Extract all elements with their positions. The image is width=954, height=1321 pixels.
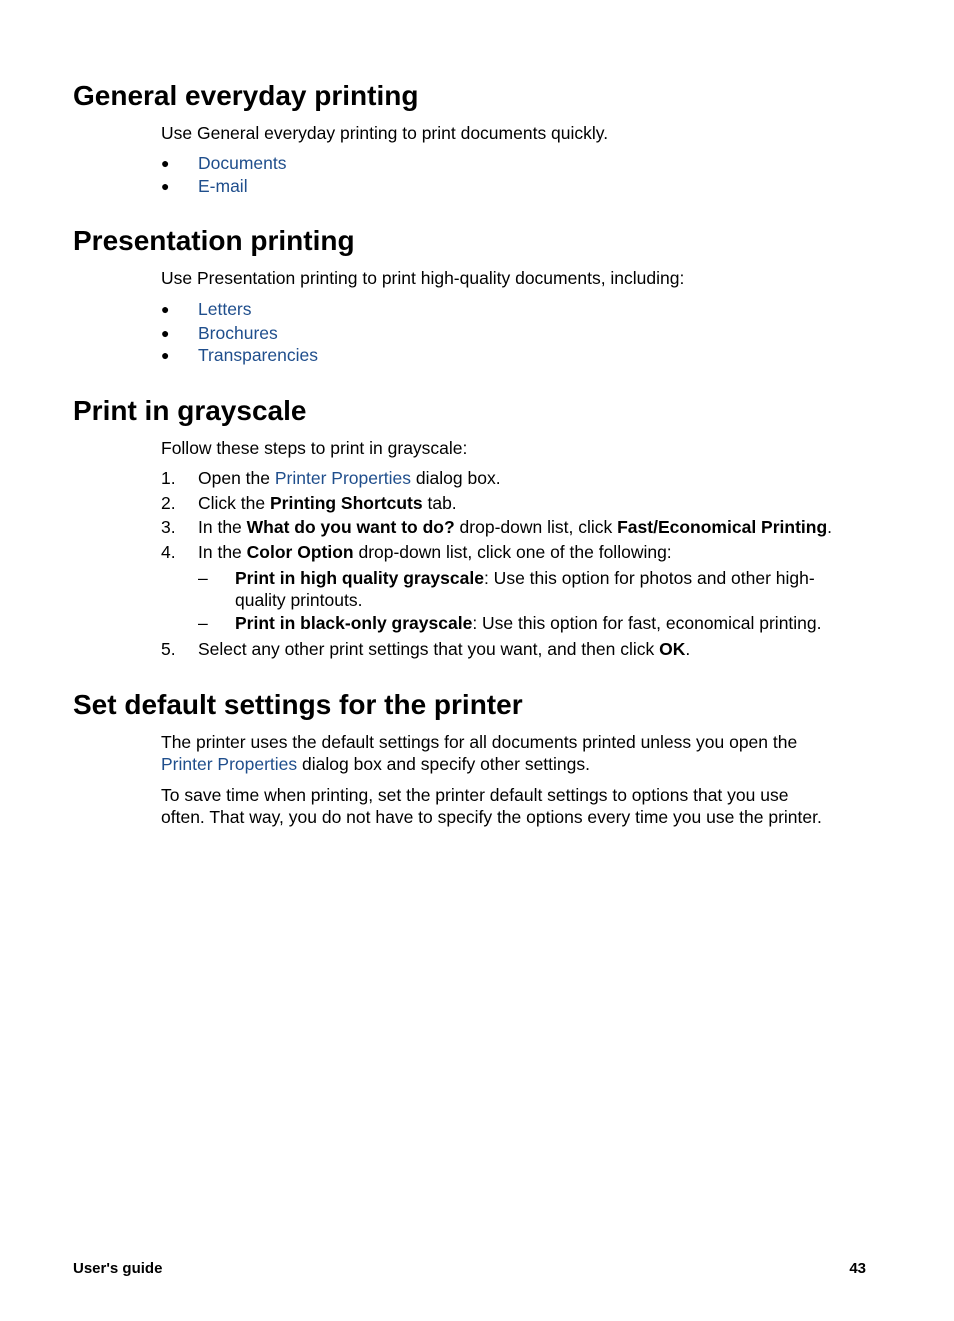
link-letters[interactable]: Letters (198, 299, 252, 319)
step-text: Click the Printing Shortcuts tab. (198, 493, 457, 513)
defaults-para1-line1: The printer uses the default settings for all documents printed unless you open the (161, 732, 798, 752)
step-text: In the Color Option drop-down list, click one of the following: (198, 542, 672, 562)
presentation-intro: Use Presentation printing to print high-quality documents, including: (161, 268, 685, 288)
step-text: In the What do you want to do? drop-down list, click Fast/Economical Printing. (198, 517, 833, 537)
step-number: 4. (161, 542, 176, 562)
sub-option-text: Print in high quality grayscale: Use this option for photos and other high-quality printouts. (235, 568, 815, 610)
link-transparencies[interactable]: Transparencies (198, 345, 318, 365)
defaults-para1-line2: Printer Properties dialog box and specify other settings. (161, 754, 590, 774)
grayscale-intro: Follow these steps to print in grayscale: (161, 438, 468, 458)
footer-page-number: 43 (849, 1260, 866, 1277)
bullet-marker: ● (161, 155, 170, 171)
bullet-marker: ● (161, 347, 170, 363)
dash-marker: – (198, 613, 208, 633)
link-documents[interactable]: Documents (198, 153, 287, 173)
heading-set-default-settings: Set default settings for the printer (73, 689, 523, 720)
heading-print-in-grayscale: Print in grayscale (73, 395, 307, 426)
heading-general-everyday-printing: General everyday printing (73, 80, 419, 111)
bullet-marker: ● (161, 325, 170, 341)
bullet-marker: ● (161, 178, 170, 194)
link-brochures[interactable]: Brochures (198, 323, 278, 343)
sub-option-text: Print in black-only grayscale: Use this option for fast, economical printing. (235, 613, 822, 633)
defaults-para2-line2: often. That way, you do not have to specify the options every time you use the printer. (161, 807, 822, 827)
bullet-marker: ● (161, 301, 170, 317)
step-number: 3. (161, 517, 176, 537)
step-number: 1. (161, 468, 176, 488)
step-number: 2. (161, 493, 176, 513)
heading-presentation-printing: Presentation printing (73, 225, 355, 256)
link-e-mail[interactable]: E-mail (198, 176, 248, 196)
general-intro: Use General everyday printing to print documents quickly. (161, 123, 609, 143)
dash-marker: – (198, 568, 208, 588)
step-text: Select any other print settings that you want, and then click OK. (198, 639, 691, 659)
link-printer-properties[interactable]: Printer Properties (274, 468, 412, 488)
step-text: Open the Printer Properties dialog box. (198, 468, 501, 488)
footer-guide-title: User's guide (73, 1260, 163, 1277)
link-printer-properties[interactable]: Printer Properties (161, 754, 298, 774)
step-number: 5. (161, 639, 176, 659)
defaults-para2-line1: To save time when printing, set the printer default settings to options that you use (161, 785, 789, 805)
